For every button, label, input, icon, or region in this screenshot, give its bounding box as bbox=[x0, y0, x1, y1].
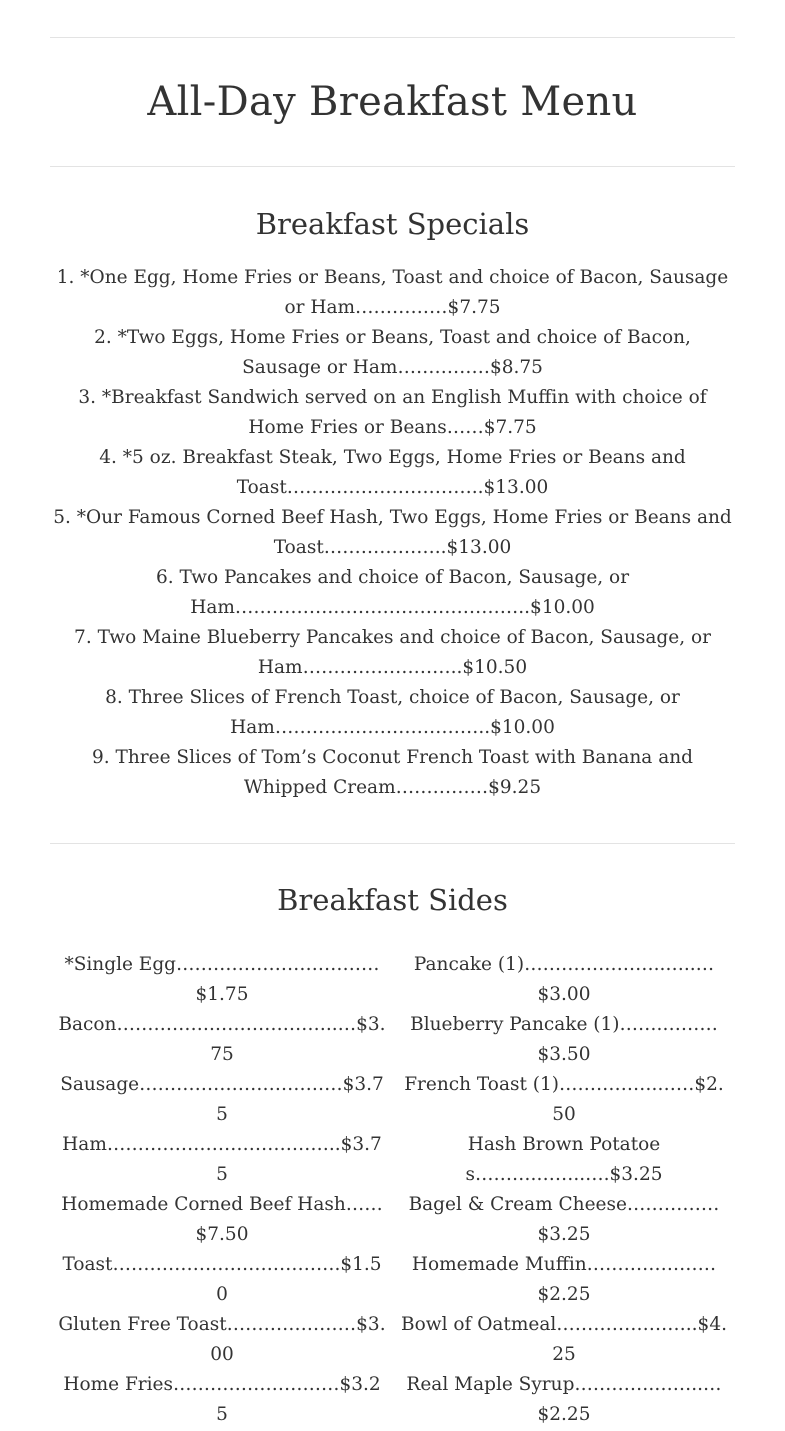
sides-divider bbox=[50, 843, 735, 844]
side-item: Bacon…………….………………..…$3.75 bbox=[58, 1014, 386, 1065]
title-divider bbox=[50, 166, 735, 167]
side-item: French Toast (1)…………….……$2.50 bbox=[404, 1074, 724, 1125]
side-item: Toast……………………………….$1.50 bbox=[62, 1254, 382, 1305]
side-item: Sausage……………………………$3.75 bbox=[60, 1074, 384, 1125]
special-item: 4. *5 oz. Breakfast Steak, Two Eggs, Home Fries or Beans and Toast…………………………..$13.00 bbox=[99, 447, 686, 498]
special-item: 3. *Breakfast Sandwich served on an English Muffin with choice of Home Fries or Beans……$7.75 bbox=[78, 387, 707, 438]
side-item: Homemade Muffin…………………$2.25 bbox=[411, 1254, 717, 1305]
side-item: Blueberry Pancake (1)…….………$3.50 bbox=[410, 1014, 718, 1065]
side-item: Home Fries………………………$3.25 bbox=[63, 1374, 381, 1425]
special-item: 9. Three Slices of Tom’s Coconut French Toast with Banana and Whipped Cream……………$9.25 bbox=[92, 747, 693, 798]
side-item: Ham………………………………..$3.75 bbox=[62, 1134, 382, 1185]
sides-heading: Breakfast Sides bbox=[277, 883, 508, 917]
side-item: Pancake (1)…………………..…..…$3.00 bbox=[413, 954, 715, 1005]
special-item: 1. *One Egg, Home Fries or Beans, Toast and choice of Bacon, Sausage or Ham……………$7.75 bbox=[56, 267, 729, 318]
side-item: Real Maple Syrup………….……..…$2.25 bbox=[406, 1374, 722, 1425]
side-item: Bagel & Cream Cheese……………$3.25 bbox=[408, 1194, 720, 1245]
specials-heading: Breakfast Specials bbox=[255, 207, 530, 241]
special-item: 7. Two Maine Blueberry Pancakes and choice of Bacon, Sausage, or Ham……………………..$10.50 bbox=[74, 627, 711, 678]
side-item: *Single Egg……………………………$1.75 bbox=[64, 954, 380, 1005]
top-divider bbox=[50, 37, 735, 38]
sides-left-column bbox=[58, 950, 386, 1430]
side-item: Homemade Corned Beef Hash……$7.50 bbox=[61, 1194, 383, 1245]
special-item: 5. *Our Famous Corned Beef Hash, Two Eggs, Home Fries or Beans and Toast………………..$13.00 bbox=[53, 507, 732, 558]
page-title: All-Day Breakfast Menu bbox=[147, 79, 638, 125]
sides-right-column bbox=[400, 950, 728, 1430]
side-item: Bowl of Oatmeal…………………..$4.25 bbox=[401, 1314, 727, 1365]
special-item: 6. Two Pancakes and choice of Bacon, Sausage, or Ham…………….…………………………..$10.00 bbox=[155, 567, 630, 618]
specials-list bbox=[50, 263, 735, 803]
special-item: 8. Three Slices of French Toast, choice of Bacon, Sausage, or Ham……………………………..$10.00 bbox=[105, 687, 680, 738]
special-item: 2. *Two Eggs, Home Fries or Beans, Toast and choice of Bacon, Sausage or Ham……………$8.75 bbox=[94, 327, 691, 378]
side-item: Hash Brown Potatoes……….……..….$3.25 bbox=[465, 1134, 663, 1185]
side-item: Gluten Free Toast…………………$3.00 bbox=[58, 1314, 386, 1365]
